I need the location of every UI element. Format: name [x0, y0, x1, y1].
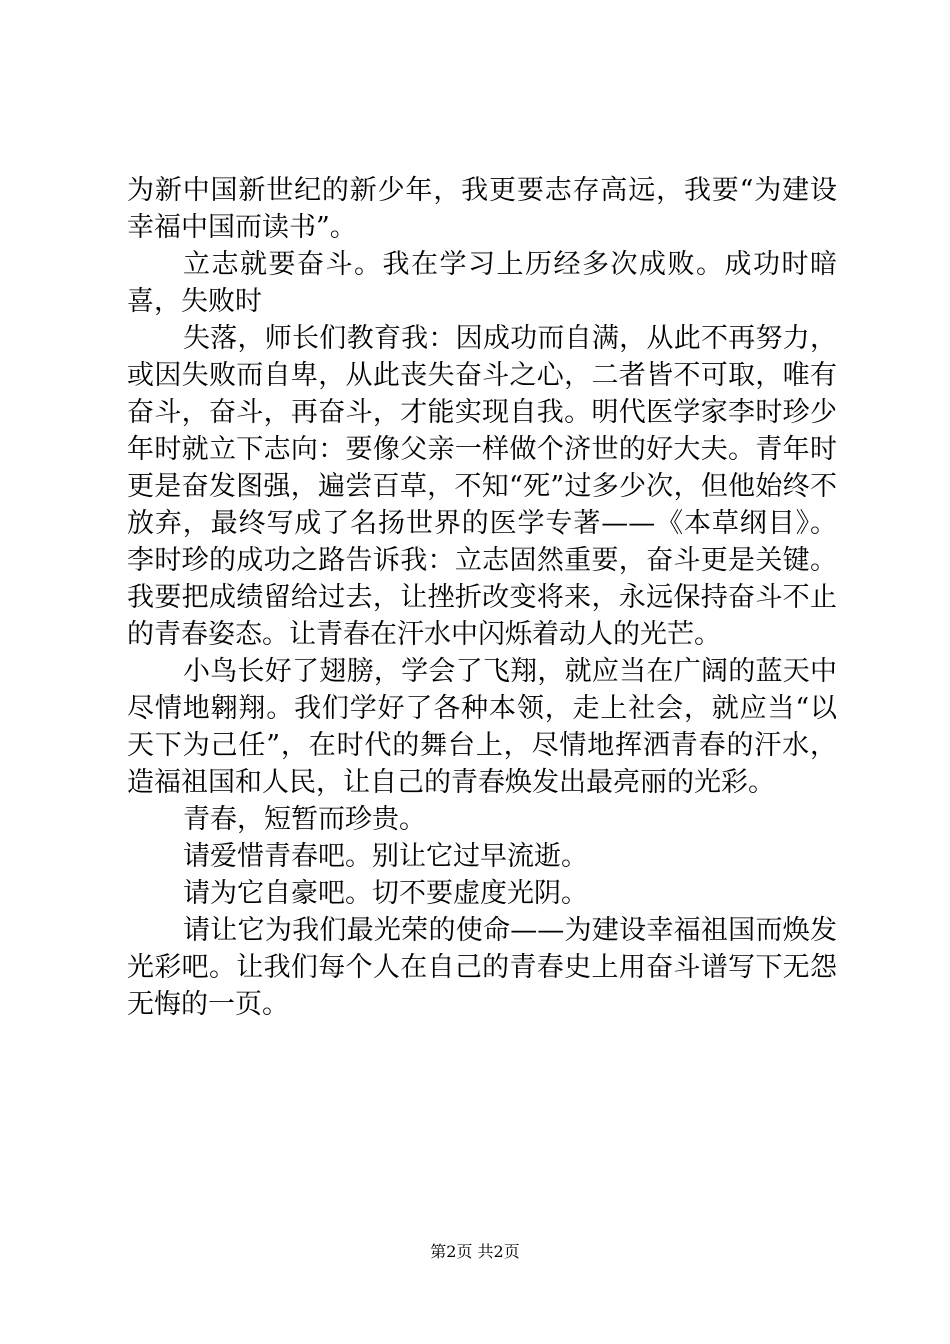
paragraph: 请让它为我们最光荣的使命——为建设幸福祖国而焕发光彩吧。让我们每个人在自己的青春史上用奋斗谱写下无怨无悔的一页。 [127, 915, 837, 1020]
paragraph: 请爱惜青春吧。别让它过早流逝。 [183, 841, 588, 872]
paragraph: 立志就要奋斗。我在学习上历经多次成败。成功时暗喜，失败时 [127, 249, 837, 317]
document-body [127, 172, 837, 1023]
page-footer [0, 1242, 950, 1262]
paragraph: 青春，短暂而珍贵。 [183, 804, 426, 835]
page-number: 第2页 共2页 [430, 1242, 520, 1261]
paragraph: 失落，师长们教育我：因成功而自满，从此不再努力，或因失败而自卑，从此丧失奋斗之心，二者皆不可取，唯有奋斗，奋斗，再奋斗，才能实现自我。明代医学家李时珍少年时就立下志向：要像父亲一样做个济世的好大夫。青年时更是奋发图强，遍尝百草，不知“死”过多少次，但他始终不放弃，最终写成了名扬世界的医学专著——《本草纲目》。李时珍的成功之路告诉我：立志固然重要，奋斗更是关键。我要把成绩留给过去，让挫折改变将来，永远保持奋斗不止的青春姿态。让青春在汗水中闪烁着动人的光芒。 [127, 323, 837, 650]
paragraph: 请为它自豪吧。切不要虚度光阴。 [183, 878, 588, 909]
paragraph: 小鸟长好了翅膀，学会了飞翔，就应当在广阔的蓝天中尽情地翱翔。我们学好了各种本领，走上社会，就应当“以天下为己任”，在时代的舞台上，尽情地挥洒青春的汗水，造福祖国和人民，让自己的青春焕发出最亮丽的光彩。 [127, 656, 837, 798]
paragraph: 为新中国新世纪的新少年，我更要志存高远，我要“为建设幸福中国而读书”。 [127, 175, 837, 243]
